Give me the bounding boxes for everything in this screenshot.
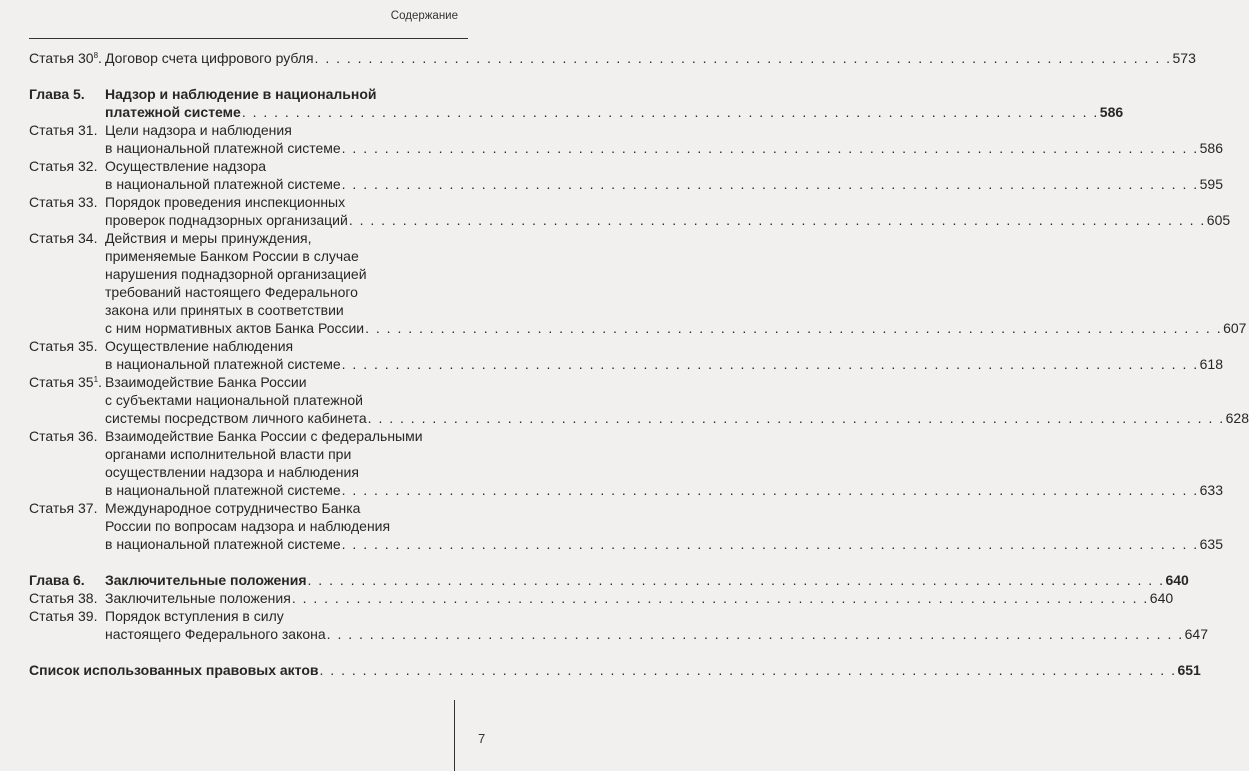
toc-entry-title-line: платежной системе [105,104,241,120]
toc-article-row [29,121,1223,157]
toc-entry-title-line: с ним нормативных актов Банка России [105,320,365,336]
header-rule [29,38,468,39]
toc-entry-title-line: закона или принятых в соответствии [105,302,344,318]
toc-entry-title [105,157,1223,193]
toc-entry-number [29,607,105,625]
toc-entry-title-line: Порядок проведения инспекционных [105,194,346,210]
toc-entry-title [105,373,1249,427]
toc-entry-number-text: Статья 37. [29,500,98,516]
table-of-contents [29,49,1249,679]
page-number: 7 [478,731,486,746]
toc-entry-number-text: Статья 35. [29,338,98,354]
toc-entry-number [29,157,105,175]
toc-entry-title [105,607,1208,643]
toc-article-row [29,337,1223,373]
toc-entry-number-text: Глава 5. [29,86,85,102]
toc-entry-title-line: Надзор и наблюдение в национальной [105,86,377,102]
toc-entry-number [29,85,105,103]
toc-entry-page-number: 651 [1177,662,1201,678]
toc-article-row [29,373,1249,427]
toc-article-row [29,193,1231,229]
toc-entry-title-line: с субъектами национальной платежной [105,392,363,408]
footer-rule [454,700,455,771]
dot-leader: . . . . . . . . . . . . . . . . . . . . . . . . . . . . . . . . . . . . . . . . . . . . . . . . . . . . . . . . . . . . . . . . . . . . . . . . . . . . . . . . [341,482,1199,498]
dot-leader: . . . . . . . . . . . . . . . . . . . . . . . . . . . . . . . . . . . . . . . . . . . . . . . . . . . . . . . . . . . . . . . . . . . . . . . . . . . . . . . . [341,176,1199,192]
toc-entry-title [105,121,1223,157]
toc-entry-title-line: Взаимодействие Банка России [105,374,307,390]
toc-entry-number-text: Статья 38. [29,590,98,606]
toc-entry-page-number: 586 [1099,104,1124,120]
toc-entry-number-text: Статья 35 [29,374,94,390]
toc-entry-title [105,589,1174,607]
toc-entry-number [29,571,105,589]
toc-entry-number [29,337,105,355]
toc-chapter-row [29,571,1189,589]
toc-article-row [29,589,1174,607]
toc-entry-number-text: Статья 33. [29,194,98,210]
toc-entry-title [29,661,1201,679]
toc-entry-title-line: в национальной платежной системе [105,356,341,372]
toc-entry-number-text: Статья 30 [29,50,94,66]
toc-entry-number: Статья $30^8$. [29,50,102,66]
toc-article-row [29,499,1223,553]
toc-entry-title-line: Заключительные положения [105,590,291,606]
toc-entry-title [105,337,1223,373]
toc-entry-title-line: Цели надзора и наблюдения [105,122,292,138]
toc-article-row [29,427,1223,499]
dot-leader: . . . . . . . . . . . . . . . . . . . . . . . . . . . . . . . . . . . . . . . . . . . . . . . . . . . . . . . . . . . . . . . . . . . . . . . . . . . . . . . . [307,572,1165,588]
dot-leader: . . . . . . . . . . . . . . . . . . . . . . . . . . . . . . . . . . . . . . . . . . . . . . . . . . . . . . . . . . . . . . . . . . . . . . . . . . . . . . . . [367,410,1225,426]
toc-article-row [29,607,1208,643]
dot-leader: . . . . . . . . . . . . . . . . . . . . . . . . . . . . . . . . . . . . . . . . . . . . . . . . . . . . . . . . . . . . . . . . . . . . . . . . . . . . . . . . [341,356,1199,372]
toc-article-row [29,49,1196,67]
toc-entry-page-number: 633 [1199,482,1223,498]
toc-entry-title-line: Осуществление надзора [105,158,267,174]
toc-entry-number-text: Статья 34. [29,230,98,246]
toc-gap [29,67,456,85]
toc-entry-title-line: Международное сотрудничество Банка [105,500,361,516]
dot-leader: . . . . . . . . . . . . . . . . . . . . . . . . . . . . . . . . . . . . . . . . . . . . . . . . . . . . . . . . . . . . . . . . . . . . . . . . . . . . . . . . [348,212,1206,228]
toc-entry-title-line: требований настоящего Федерального [105,284,358,300]
toc-entry-number [29,193,105,211]
dot-leader: . . . . . . . . . . . . . . . . . . . . . . . . . . . . . . . . . . . . . . . . . . . . . . . . . . . . . . . . . . . . . . . . . . . . . . . . . . . . . . . . [291,590,1149,606]
toc-entry-number [29,229,105,247]
toc-entry-page-number: 647 [1184,626,1208,642]
toc-entry-title [105,85,1124,121]
dot-leader: . . . . . . . . . . . . . . . . . . . . . . . . . . . . . . . . . . . . . . . . . . . . . . . . . . . . . . . . . . . . . . . . . . . . . . . . . . . . . . . . [365,320,1223,336]
toc-entry-page-number: 635 [1199,536,1223,552]
dot-leader: . . . . . . . . . . . . . . . . . . . . . . . . . . . . . . . . . . . . . . . . . . . . . . . . . . . . . . . . . . . . . . . . . . . . . . . . . . . . . . . . [314,50,1172,66]
toc-entry-number-text: Статья 36. [29,428,98,444]
toc-entry-page-number: 640 [1165,572,1189,588]
dot-leader: . . . . . . . . . . . . . . . . . . . . . . . . . . . . . . . . . . . . . . . . . . . . . . . . . . . . . . . . . . . . . . . . . . . . . . . . . . . . . . . . [341,536,1199,552]
toc-entry-number [29,427,105,445]
toc-entry-page-number: 586 [1199,140,1223,156]
toc-entry-title [105,499,1223,553]
toc-entry-number [29,121,105,139]
toc-entry-number-text: Глава 6. [29,572,85,588]
toc-entry-number-text: Статья 32. [29,158,98,174]
toc-entry-number-text: Статья 31. [29,122,98,138]
toc-chapter-row [29,85,1124,121]
toc-entry-number-superscript: 8 [93,51,99,60]
dot-leader: . . . . . . . . . . . . . . . . . . . . . . . . . . . . . . . . . . . . . . . . . . . . . . . . . . . . . . . . . . . . . . . . . . . . . . . . . . . . . . . . [326,626,1184,642]
dot-leader: . . . . . . . . . . . . . . . . . . . . . . . . . . . . . . . . . . . . . . . . . . . . . . . . . . . . . . . . . . . . . . . . . . . . . . . . . . . . . . . . [341,140,1199,156]
toc-entry-title-line: Список использованных правовых актов [29,662,319,678]
dot-leader: . . . . . . . . . . . . . . . . . . . . . . . . . . . . . . . . . . . . . . . . . . . . . . . . . . . . . . . . . . . . . . . . . . . . . . . . . . . . . . . . [241,104,1099,120]
toc-entry-title [105,427,1223,499]
toc-entry-page-number: 607 [1223,320,1247,336]
toc-entry-number: Статья $35^1$. [29,374,102,390]
toc-entry-title-line: нарушения поднадзорной организацией [105,266,367,282]
toc-gap [29,643,456,661]
toc-entry-page-number: 640 [1149,590,1174,606]
toc-entry-page-number: 618 [1199,356,1223,372]
toc-entry-number [29,499,105,517]
toc-entry-title-line: в национальной платежной системе [105,482,341,498]
toc-entry-title-line: Порядок вступления в силу [105,608,284,624]
toc-entry-title-line: органами исполнительной власти при [105,446,352,462]
toc-entry-title-line: России по вопросам надзора и наблюдения [105,518,391,534]
toc-entry-title-line: Действия и меры принуждения, [105,230,312,246]
toc-entry-title [105,229,1247,337]
toc-entry-title-line: Взаимодействие Банка России с федеральными [105,428,423,444]
toc-entry-page-number: 628 [1225,410,1249,426]
toc-entry-title-line: в национальной платежной системе [105,536,341,552]
toc-entry-title-line: проверок поднадзорных организаций [105,212,348,228]
toc-entry-title-line: применяемые Банком России в случае [105,248,359,264]
toc-list-row [29,661,1201,679]
toc-entry-page-number: 605 [1206,212,1231,228]
toc-entry-number [29,589,105,607]
toc-entry-page-number: 595 [1199,176,1223,192]
toc-entry-title-line: осуществлении надзора и наблюдения [105,464,359,480]
toc-entry-title-line: Осуществление наблюдения [105,338,294,354]
toc-entry-page-number: 573 [1172,50,1196,66]
running-header: Содержание [390,10,458,22]
toc-entry-title-line: системы посредством личного кабинета [105,410,367,426]
toc-article-row [29,229,1247,337]
toc-entry-number-superscript: 1 [93,375,99,384]
toc-entry-title-line: Заключительные положения [105,572,307,588]
toc-entry-title [105,49,1196,67]
toc-entry-title [105,193,1231,229]
toc-entry-title-line: Договор счета цифрового рубля [105,50,314,66]
toc-entry-title-line: в национальной платежной системе [105,176,341,192]
toc-article-row [29,157,1223,193]
toc-entry-title-line: в национальной платежной системе [105,140,341,156]
toc-entry-title [105,571,1189,589]
toc-gap [29,553,456,571]
dot-leader: . . . . . . . . . . . . . . . . . . . . . . . . . . . . . . . . . . . . . . . . . . . . . . . . . . . . . . . . . . . . . . . . . . . . . . . . . . . . . . . . [319,662,1177,678]
toc-entry-number-text: Статья 39. [29,608,98,624]
toc-entry-title-line: настоящего Федерального закона [105,626,326,642]
